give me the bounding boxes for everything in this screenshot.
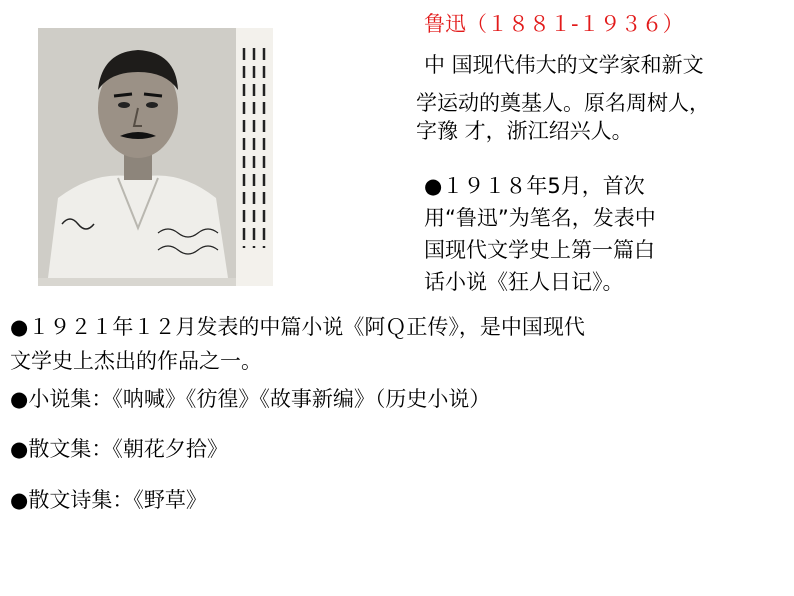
bullet-icon: ● xyxy=(10,315,29,339)
zhengzhuan-paragraph xyxy=(10,310,780,378)
works-text: 散文集：《朝花夕拾》 xyxy=(28,437,228,461)
intro-paragraph xyxy=(416,46,784,150)
pen-name-paragraph xyxy=(424,170,724,298)
calligraphy-scroll xyxy=(236,28,273,286)
bullet-icon: ● xyxy=(10,437,29,461)
page-title: 鲁迅（１８８１-１９３６） xyxy=(424,12,684,36)
bullet-icon: ● xyxy=(10,488,29,512)
works-item-prose-poems xyxy=(10,484,207,514)
pen-line-3: 国现代文学史上第一篇白 xyxy=(424,238,655,262)
bullet-icon: ● xyxy=(10,387,29,411)
zhengzhuan-line-2: 文学史上杰出的作品之一。 xyxy=(10,349,262,373)
intro-line-3: 字豫 才，浙江绍兴人。 xyxy=(416,119,633,143)
zhengzhuan-line-1: １９２１年１２月发表的中篇小说《阿Ｑ正传》，是中国现代 xyxy=(28,315,585,339)
portrait-image xyxy=(38,28,236,278)
works-item-essays xyxy=(10,433,228,463)
portrait-photo xyxy=(38,28,273,286)
pen-line-4: 话小说《狂人日记》。 xyxy=(424,270,624,294)
bullet-icon: ● xyxy=(424,174,443,198)
intro-line-1: 中 国现代伟大的文学家和新文 xyxy=(424,53,704,77)
intro-line-2: 学运动的奠基人。原名周树人， xyxy=(416,91,710,115)
pen-line-1: １９１８年5月，首次 xyxy=(442,174,645,198)
pen-line-2: 用“鲁迅”为笔名，发表中 xyxy=(424,206,656,230)
works-item-novels xyxy=(10,383,490,413)
works-text: 小说集：《呐喊》《彷徨》《故事新编》（历史小说） xyxy=(28,387,491,411)
works-text: 散文诗集：《野草》 xyxy=(28,488,207,512)
